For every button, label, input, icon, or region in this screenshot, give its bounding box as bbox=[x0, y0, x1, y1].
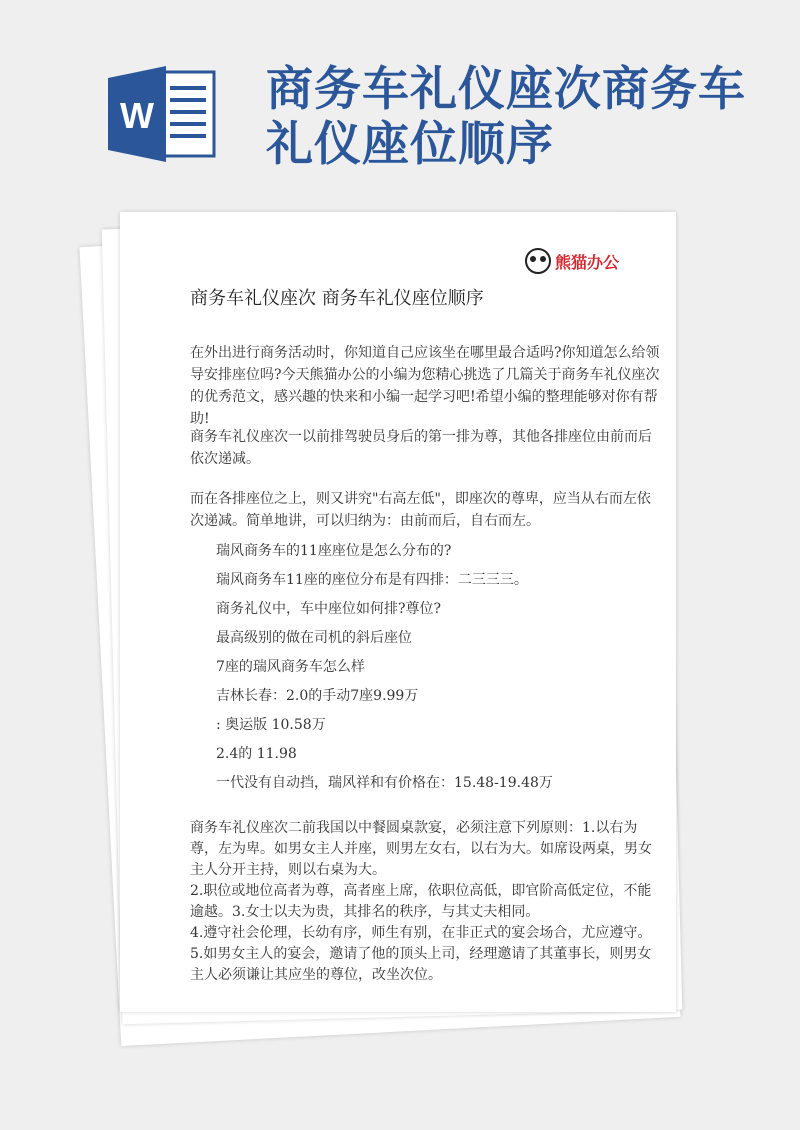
list-item: 瑞风商务车的11座座位是怎么分布的? bbox=[216, 543, 452, 559]
panda-icon bbox=[525, 248, 551, 274]
paragraph: 而在各排座位之上，则又讲究"右高左低"，即座次的尊卑，应当从右而左依次递减。简单地讲，可以归纳为：由前而后，自右而左。 bbox=[190, 491, 651, 529]
document-page bbox=[120, 212, 676, 1012]
document-title: 商务车礼仪座次商务车礼仪座位顺序 bbox=[266, 62, 746, 172]
list-item: 一代没有自动挡，瑞风祥和有价格在：15.48-19.48万 bbox=[216, 775, 553, 791]
paragraph-line: 2.职位或地位高者为尊，高者座上席，依职位高低，即官阶高低定位，不能逾越。3.女士以夫为贵，其排名的秩序，与其丈夫相同。 bbox=[190, 883, 652, 920]
list-item: 吉林长春：2.0的手动7座9.99万 bbox=[216, 688, 419, 704]
brand-logo bbox=[525, 248, 619, 274]
paragraph: 在外出进行商务活动时，你知道自己应该坐在哪里最合适吗?你知道怎么给领导安排座位吗?今天熊猫办公的小编为您精心挑选了几篇关于商务车礼仪座次的优秀范文，感兴趣的快来和小编一起学习吧!希望小编的整理能够对你有帮助! bbox=[190, 345, 660, 427]
list-item: 瑞风商务车11座的座位分布是有四排：二三三三。 bbox=[216, 572, 528, 588]
list-item: : 奥运版 10.58万 bbox=[216, 717, 326, 733]
word-icon bbox=[108, 66, 216, 162]
list-item: 商务礼仪中，车中座位如何排?尊位? bbox=[216, 601, 442, 617]
list-item: 最高级别的做在司机的斜后座位 bbox=[216, 630, 412, 646]
page-heading: 商务车礼仪座次 商务车礼仪座位顺序 bbox=[190, 288, 484, 309]
paragraph-line: 4.遵守社会伦理，长幼有序，师生有别，在非正式的宴会场合，尤应遵守。5.如男女主人的宴会，邀请了他的顶头上司，经理邀请了其董事长，则男女主人必须谦让其应坐的尊位，改坐次位。 bbox=[190, 925, 652, 983]
brand-name: 熊猫办公 bbox=[555, 252, 620, 272]
final-paragraph bbox=[190, 818, 660, 986]
word-icon-letter: W bbox=[120, 95, 154, 136]
list-item: 2.4的 11.98 bbox=[216, 746, 297, 762]
paragraph-line: 商务车礼仪座次二前我国以中餐圆桌款宴，必须注意下列原则：1.以右为尊，左为卑。如男女主人并座，则男左女右，以右为大。如席设两桌，男女主人分开主持，则以右桌为大。 bbox=[190, 820, 652, 878]
paragraph: 商务车礼仪座次一以前排驾驶员身后的第一排为尊，其他各排座位由前而后依次递减。 bbox=[190, 429, 652, 467]
list-item: 7座的瑞风商务车怎么样 bbox=[216, 659, 365, 675]
